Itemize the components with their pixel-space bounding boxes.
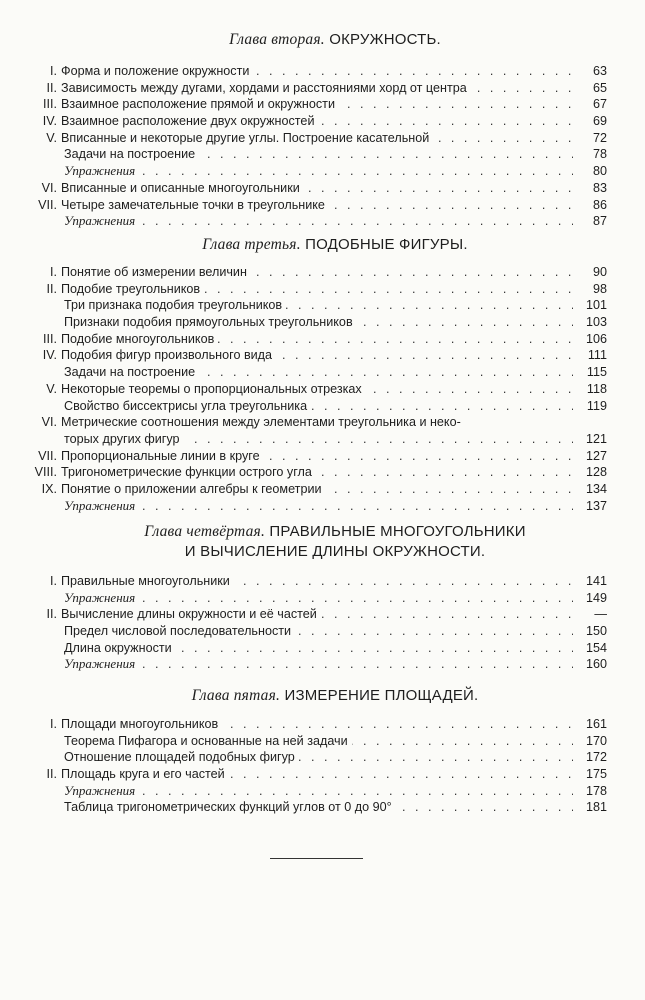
chapter-title: ПОДОБНЫЕ ФИГУРЫ. — [305, 236, 468, 253]
section-title — [61, 573, 573, 590]
section-title — [61, 80, 573, 97]
page-number: 154 — [585, 640, 607, 655]
page-number: 72 — [592, 130, 607, 145]
toc-entry — [0, 80, 645, 97]
chapter-heading — [50, 236, 620, 254]
section-number: VII. — [38, 197, 57, 212]
page-number: — — [594, 607, 607, 622]
toc-entry — [0, 331, 645, 348]
section-title — [64, 364, 573, 381]
toc-entry — [0, 573, 645, 590]
section-title — [64, 297, 573, 314]
section-title-text: Зависимость между дугами, хордами и расстояниями хорд от центра — [61, 81, 471, 95]
chapter-entries — [0, 264, 645, 514]
section-title — [61, 606, 573, 623]
section-title-text: Метрические соотношения между элементами треугольника и неко- — [61, 415, 465, 429]
section-title-text: Упражнения — [64, 498, 139, 513]
toc-entry — [0, 63, 645, 80]
chapter-prefix: Глава третья. — [202, 236, 301, 253]
toc-entry — [0, 96, 645, 113]
section-title-text: Упражнения — [64, 213, 139, 228]
section-title-text: Понятие о приложении алгебры к геометрии — [61, 482, 326, 496]
section-title — [64, 213, 573, 230]
toc-entry — [0, 347, 645, 364]
section-title — [61, 113, 573, 130]
section-title-text: Взаимное расположение прямой и окружности — [61, 97, 339, 111]
page-number: 63 — [592, 64, 607, 78]
page-number: 86 — [592, 197, 607, 212]
toc-entry — [0, 749, 645, 766]
page-number: 149 — [585, 590, 607, 605]
page-number: 161 — [585, 717, 607, 731]
section-title-text: Подобие треугольников — [61, 282, 204, 296]
section-number: III. — [43, 97, 57, 112]
section-title — [64, 163, 573, 180]
section-title — [61, 414, 573, 431]
section-number: V. — [46, 130, 57, 145]
section-title — [61, 381, 573, 398]
chapter-heading — [50, 687, 620, 705]
section-title — [64, 146, 573, 163]
page-number: 172 — [585, 750, 607, 765]
toc-entry — [0, 414, 645, 431]
end-divider — [270, 858, 363, 859]
page-number: 78 — [592, 147, 607, 162]
section-title — [64, 314, 573, 331]
section-title-text: Признаки подобия прямоугольных треугольников — [64, 315, 357, 329]
section-title — [64, 733, 573, 750]
section-title — [61, 347, 573, 364]
section-title-text: Площадь круга и его частей — [61, 767, 229, 781]
section-title-text: Упражнения — [64, 656, 139, 671]
page-number: 65 — [592, 80, 607, 95]
section-number: V. — [46, 381, 57, 396]
section-title — [64, 749, 573, 766]
page-number: 141 — [585, 574, 607, 588]
toc-entry — [0, 498, 645, 515]
page-number: 128 — [585, 465, 607, 480]
toc-entry — [0, 481, 645, 498]
chapter-prefix: Глава пятая. — [191, 687, 281, 704]
toc-entry — [0, 590, 645, 607]
section-title-text: Задачи на построение — [64, 365, 199, 379]
section-title-text: Четыре замечательные точки в треугольнике — [61, 198, 329, 212]
section-title-text: Упражнения — [64, 783, 139, 798]
section-title — [64, 623, 573, 640]
section-number: II. — [46, 281, 57, 296]
section-title-text: Вписанные и описанные многоугольники — [61, 181, 304, 195]
section-title-text: Отношение площадей подобных фигур — [64, 750, 299, 764]
section-title-text: Правильные многоугольники — [61, 574, 234, 588]
toc-entry — [0, 431, 645, 448]
page-number: 87 — [592, 214, 607, 229]
page-number: 121 — [585, 431, 607, 446]
section-title-text: Длина окружности — [64, 641, 176, 655]
page-number: 137 — [585, 498, 607, 513]
chapter-title: ОКРУЖНОСТЬ. — [329, 31, 441, 48]
toc-entry — [0, 464, 645, 481]
page-number: 150 — [585, 624, 607, 639]
section-title — [61, 448, 573, 465]
section-title — [61, 63, 573, 80]
section-title — [64, 640, 573, 657]
chapter-heading — [50, 523, 620, 541]
chapter-heading — [50, 31, 620, 49]
section-number: VII. — [38, 448, 57, 463]
section-title — [64, 590, 573, 607]
section-title-text: Вписанные и некоторые другие углы. Построение касательной — [61, 131, 433, 145]
toc-entry — [0, 783, 645, 800]
toc-entry — [0, 448, 645, 465]
section-title — [64, 656, 573, 673]
page-number: 175 — [585, 767, 607, 782]
page-number: 160 — [585, 657, 607, 672]
section-title — [64, 431, 573, 448]
toc-entry — [0, 213, 645, 230]
toc-entry — [0, 656, 645, 673]
section-title — [61, 331, 573, 348]
page-number: 111 — [587, 348, 607, 363]
section-title-text: Таблица тригонометрических функций углов от 0 до 90° — [64, 800, 396, 814]
section-title — [64, 398, 573, 415]
page-number: 106 — [585, 331, 607, 346]
toc-entry — [0, 623, 645, 640]
section-title-text: Три признака подобия треугольников — [64, 298, 286, 312]
page-number: 80 — [592, 164, 607, 179]
section-title-text: Пропорциональные линии в круге — [61, 449, 264, 463]
toc-entry — [0, 364, 645, 381]
section-title-text: Задачи на построение — [64, 147, 199, 161]
page-number: 69 — [592, 114, 607, 129]
section-title-text: Свойство биссектрисы угла треугольника — [64, 399, 311, 413]
chapter-heading-line-2 — [50, 543, 620, 561]
section-title — [64, 799, 573, 816]
section-number: IV. — [42, 348, 57, 363]
chapter-entries — [0, 716, 645, 816]
toc-entry — [0, 398, 645, 415]
section-title-text: Теорема Пифагора и основанные на ней задачи — [64, 734, 352, 748]
section-number: I. — [50, 574, 57, 588]
section-title-text: Упражнения — [64, 590, 139, 605]
section-title — [61, 716, 573, 733]
section-title — [61, 264, 573, 281]
page-number: 118 — [586, 381, 607, 396]
toc-entry — [0, 606, 645, 623]
toc-entry — [0, 163, 645, 180]
page-number: 181 — [585, 800, 607, 815]
section-number: IX. — [41, 481, 57, 496]
section-title-text: Упражнения — [64, 163, 139, 178]
section-title — [61, 197, 573, 214]
section-title-text: Подобия фигур произвольного вида — [61, 348, 276, 362]
toc-entry — [0, 314, 645, 331]
page-number: 134 — [585, 481, 607, 496]
section-number: VI. — [41, 180, 57, 195]
section-title-text: Вычисление длины окружности и её частей — [61, 607, 321, 621]
page-number: 101 — [585, 298, 607, 313]
section-number: III. — [43, 331, 57, 346]
toc-entry — [0, 281, 645, 298]
toc-entry — [0, 640, 645, 657]
section-number: I. — [50, 64, 57, 78]
toc-entry — [0, 113, 645, 130]
page-number: 127 — [585, 448, 607, 463]
section-number: VI. — [41, 415, 57, 430]
section-number: I. — [50, 717, 57, 731]
section-title — [61, 96, 573, 113]
section-title-text: Форма и положение окружности — [61, 64, 253, 78]
toc-entry — [0, 130, 645, 147]
section-number: VIII. — [34, 465, 57, 480]
section-number: II. — [46, 80, 57, 95]
section-title — [61, 281, 573, 298]
section-title — [61, 766, 573, 783]
section-title — [61, 481, 573, 498]
chapter-title-line-2: И ВЫЧИСЛЕНИЕ ДЛИНЫ ОКРУЖНОСТИ. — [184, 543, 486, 560]
page-number: 83 — [592, 180, 607, 195]
page-number: 98 — [592, 281, 607, 296]
toc-entry — [0, 381, 645, 398]
toc-entry — [0, 766, 645, 783]
toc-entry — [0, 716, 645, 733]
toc-entry — [0, 297, 645, 314]
toc-entry — [0, 146, 645, 163]
section-title — [61, 464, 573, 481]
section-number: IV. — [42, 114, 57, 129]
page-number: 178 — [585, 783, 607, 798]
chapter-title: ИЗМЕРЕНИЕ ПЛОЩАДЕЙ. — [284, 687, 479, 704]
section-title-text: торых других фигур — [64, 432, 184, 446]
page-number: 90 — [592, 265, 607, 279]
section-number: II. — [46, 767, 57, 782]
chapter-entries — [0, 573, 645, 673]
section-title-text: Предел числовой последовательности — [64, 624, 295, 638]
section-title-text: Взаимное расположение двух окружностей — [61, 114, 318, 128]
page-number: 115 — [586, 365, 607, 380]
section-number: I. — [50, 265, 57, 279]
chapter-entries — [0, 63, 645, 230]
section-title-text: Площади многоугольников — [61, 717, 222, 731]
section-title-text: Тригонометрические функции острого угла — [61, 465, 316, 479]
chapter-prefix: Глава четвёртая. — [144, 523, 266, 540]
chapter-title: ПРАВИЛЬНЫЕ МНОГОУГОЛЬНИКИ — [269, 523, 526, 540]
toc-entry — [0, 180, 645, 197]
section-title-text: Некоторые теоремы о пропорциональных отрезках — [61, 382, 366, 396]
section-title — [64, 783, 573, 800]
toc-entry — [0, 733, 645, 750]
page-number: 103 — [585, 315, 607, 330]
chapter-prefix: Глава вторая. — [229, 31, 325, 48]
section-title — [61, 180, 573, 197]
section-title-text: Понятие об измерении величин — [61, 265, 251, 279]
page-number: 119 — [586, 398, 607, 413]
section-number: II. — [46, 607, 57, 622]
toc-entry — [0, 799, 645, 816]
page-number: 170 — [585, 733, 607, 748]
page-number: 67 — [592, 97, 607, 112]
toc-entry — [0, 264, 645, 281]
section-title — [64, 498, 573, 515]
section-title — [61, 130, 573, 147]
toc-entry — [0, 197, 645, 214]
section-title-text: Подобие многоугольников — [61, 332, 218, 346]
